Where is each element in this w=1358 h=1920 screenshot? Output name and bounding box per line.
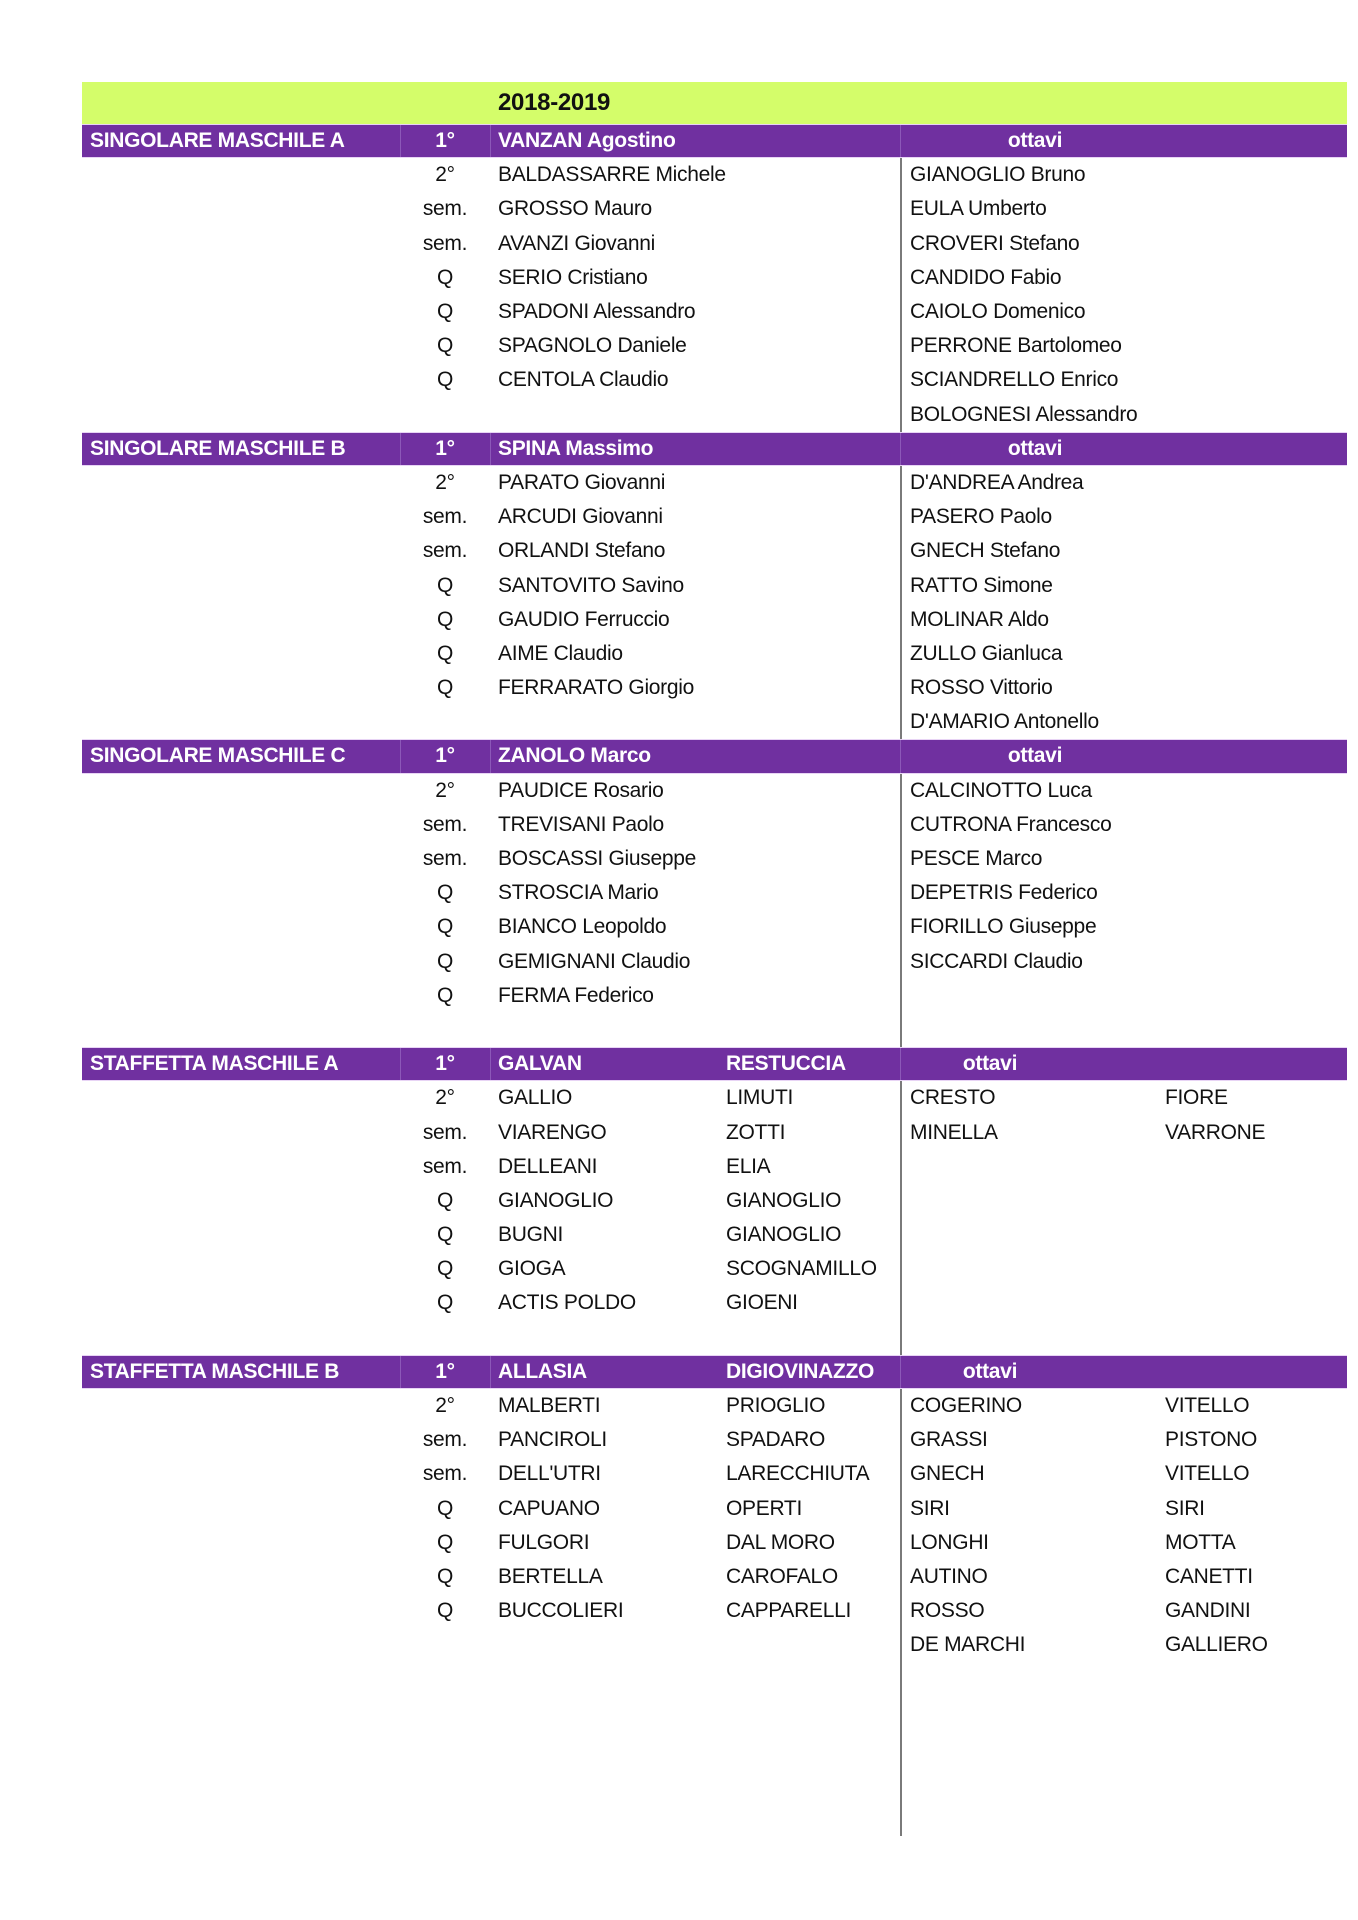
player-b-name: SPADARO (726, 1428, 826, 1452)
player-b-name: DAL MORO (726, 1530, 835, 1554)
ottavi-player-a: AUTINO (910, 1564, 988, 1588)
sections-container (82, 124, 1347, 1662)
ottavi-player: CAIOLO Domenico (910, 300, 1086, 324)
player-name: GROSSO Mauro (498, 197, 652, 221)
player-name: AIME Claudio (498, 641, 623, 665)
player-a-name: BUGNI (498, 1223, 564, 1247)
result-row (82, 808, 1347, 842)
ottavi-player-b: PISTONO (1165, 1428, 1258, 1452)
player-a-name: GALLIO (498, 1086, 573, 1110)
ottavi-player: EULA Umberto (910, 197, 1047, 221)
ottavi-player-a: MINELLA (910, 1120, 998, 1144)
result-row (82, 500, 1347, 534)
position-label: Q (436, 334, 454, 358)
ottavi-player-a: COGERINO (910, 1394, 1022, 1418)
section-header (82, 432, 1347, 466)
position-label: Q (436, 1223, 454, 1247)
player-a-name: VIARENGO (498, 1120, 607, 1144)
player-name: BALDASSARRE Michele (498, 163, 726, 187)
header-separator (490, 740, 491, 772)
category-label: STAFFETTA MASCHILE A (90, 1052, 339, 1076)
position-label: Q (436, 368, 454, 392)
result-row (82, 534, 1347, 568)
player-name: ORLANDI Stefano (498, 539, 666, 563)
result-row (82, 842, 1347, 876)
ottavi-player: FIORILLO Giuseppe (910, 915, 1097, 939)
ottavi-player-a: GNECH (910, 1462, 985, 1486)
ottavi-player: SICCARDI Claudio (910, 949, 1083, 973)
player-a-name: DELLEANI (498, 1154, 598, 1178)
player-a-name: DELL'UTRI (498, 1462, 601, 1486)
player-b-name: ZOTTI (726, 1120, 786, 1144)
winner-player-a: ALLASIA (498, 1359, 587, 1383)
ottavi-label: ottavi (962, 1052, 1018, 1076)
section-header (82, 739, 1347, 773)
player-name: STROSCIA Mario (498, 881, 659, 905)
player-b-name: OPERTI (726, 1496, 802, 1520)
header-separator (490, 125, 491, 157)
position-label: 2° (435, 1086, 455, 1110)
result-row (82, 1081, 1347, 1115)
ottavi-player-b: GALLIERO (1165, 1633, 1268, 1657)
player-name: AVANZI Giovanni (498, 231, 655, 255)
result-row (82, 1218, 1347, 1252)
player-b-name: GIANOGLIO (726, 1223, 842, 1247)
winner-player-b: DIGIOVINAZZO (726, 1359, 875, 1383)
season-title: 2018-2019 (498, 89, 611, 116)
position-label: sem. (422, 197, 468, 221)
ottavi-player-b: VITELLO (1165, 1394, 1250, 1418)
ottavi-player-a: CRESTO (910, 1086, 996, 1110)
player-name: PAUDICE Rosario (498, 778, 664, 802)
winner-name: ZANOLO Marco (498, 744, 651, 768)
player-name: SPAGNOLO Daniele (498, 334, 687, 358)
result-row (82, 261, 1347, 295)
player-name: GEMIGNANI Claudio (498, 949, 691, 973)
ottavi-player: D'AMARIO Antonello (910, 710, 1099, 734)
position-label: Q (436, 1291, 454, 1315)
result-row (82, 158, 1347, 192)
result-row (82, 363, 1347, 397)
ottavi-player: ROSSO Vittorio (910, 676, 1053, 700)
position-label: Q (436, 573, 454, 597)
ottavi-player: ZULLO Gianluca (910, 641, 1063, 665)
player-b-name: CAPPARELLI (726, 1599, 851, 1623)
ottavi-player-b: SIRI (1165, 1496, 1205, 1520)
position-label: sem. (422, 1154, 468, 1178)
player-name: SERIO Cristiano (498, 265, 648, 289)
result-row (82, 603, 1347, 637)
ottavi-player-a: ROSSO (910, 1599, 985, 1623)
result-row (82, 1423, 1347, 1457)
section-header (82, 124, 1347, 158)
result-row (82, 774, 1347, 808)
player-name: FERRARATO Giorgio (498, 676, 694, 700)
position-label: Q (436, 1257, 454, 1281)
ottavi-player: GNECH Stefano (910, 539, 1061, 563)
result-row (82, 227, 1347, 261)
position-label: 2° (435, 470, 455, 494)
ottavi-player: RATTO Simone (910, 573, 1053, 597)
player-a-name: BUCCOLIERI (498, 1599, 624, 1623)
ottavi-label: ottavi (1007, 744, 1063, 768)
ottavi-player-a: DE MARCHI (910, 1633, 1026, 1657)
ottavi-player-b: MOTTA (1165, 1530, 1236, 1554)
player-a-name: BERTELLA (498, 1564, 603, 1588)
ottavi-player: CROVERI Stefano (910, 231, 1080, 255)
player-name: CENTOLA Claudio (498, 368, 669, 392)
position-label: 1° (435, 129, 455, 153)
position-label: Q (436, 949, 454, 973)
position-label: Q (436, 1564, 454, 1588)
position-label: Q (436, 300, 454, 324)
result-row (82, 1628, 1347, 1662)
position-label: Q (436, 1599, 454, 1623)
player-b-name: LARECCHIUTA (726, 1462, 870, 1486)
result-row (82, 1286, 1347, 1320)
winner-name: SPINA Massimo (498, 436, 654, 460)
player-name: PARATO Giovanni (498, 470, 666, 494)
position-label: sem. (422, 231, 468, 255)
ottavi-player-b: CANETTI (1165, 1564, 1253, 1588)
player-name: TREVISANI Paolo (498, 812, 664, 836)
ottavi-player: PASERO Paolo (910, 505, 1052, 529)
position-label: 1° (435, 1052, 455, 1076)
result-row (82, 398, 1347, 432)
ottavi-player: DEPETRIS Federico (910, 881, 1098, 905)
position-label: Q (436, 676, 454, 700)
result-row (82, 705, 1347, 739)
result-row (82, 1184, 1347, 1218)
position-label: Q (436, 881, 454, 905)
result-row (82, 1526, 1347, 1560)
result-row (82, 1150, 1347, 1184)
winner-player-a: GALVAN (498, 1052, 582, 1076)
result-row (82, 671, 1347, 705)
player-b-name: GIOENI (726, 1291, 798, 1315)
player-b-name: LIMUTI (726, 1086, 794, 1110)
result-row (82, 1457, 1347, 1491)
player-b-name: CAROFALO (726, 1564, 838, 1588)
results-sheet (82, 82, 1347, 1662)
ottavi-player-b: VITELLO (1165, 1462, 1250, 1486)
ottavi-player: PESCE Marco (910, 847, 1043, 871)
category-label: SINGOLARE MASCHILE C (90, 744, 346, 768)
position-label: sem. (422, 847, 468, 871)
player-name: BIANCO Leopoldo (498, 915, 667, 939)
winner-player-b: RESTUCCIA (726, 1052, 846, 1076)
position-label: 2° (435, 1394, 455, 1418)
result-row (82, 1560, 1347, 1594)
position-label: Q (436, 641, 454, 665)
winner-name: VANZAN Agostino (498, 129, 676, 153)
section-header (82, 1355, 1347, 1389)
player-a-name: CAPUANO (498, 1496, 600, 1520)
player-a-name: PANCIROLI (498, 1428, 607, 1452)
result-row (82, 295, 1347, 329)
position-label: 1° (435, 744, 455, 768)
position-label: Q (436, 1496, 454, 1520)
ottavi-player-a: GRASSI (910, 1428, 988, 1452)
ottavi-player: GIANOGLIO Bruno (910, 163, 1086, 187)
ottavi-player: SCIANDRELLO Enrico (910, 368, 1119, 392)
position-label: 2° (435, 163, 455, 187)
result-row (82, 910, 1347, 944)
header-separator (490, 1048, 491, 1080)
result-row (82, 568, 1347, 602)
ottavi-player-b: VARRONE (1165, 1120, 1266, 1144)
player-b-name: SCOGNAMILLO (726, 1257, 877, 1281)
result-row (82, 466, 1347, 500)
position-label: Q (436, 265, 454, 289)
ottavi-label: ottavi (962, 1359, 1018, 1383)
category-label: SINGOLARE MASCHILE A (90, 129, 345, 153)
ottavi-player: CALCINOTTO Luca (910, 778, 1092, 802)
position-label: Q (436, 915, 454, 939)
player-a-name: GIOGA (498, 1257, 566, 1281)
result-row (82, 1594, 1347, 1628)
player-name: SANTOVITO Savino (498, 573, 684, 597)
ottavi-player-b: FIORE (1165, 1086, 1228, 1110)
player-a-name: GIANOGLIO (498, 1188, 614, 1212)
player-name: GAUDIO Ferruccio (498, 607, 670, 631)
category-label: STAFFETTA MASCHILE B (90, 1359, 340, 1383)
player-b-name: PRIOGLIO (726, 1394, 826, 1418)
result-row (82, 1389, 1347, 1423)
ottavi-player-a: LONGHI (910, 1530, 989, 1554)
player-name: SPADONI Alessandro (498, 300, 696, 324)
header-separator (490, 1356, 491, 1388)
position-label: sem. (422, 1120, 468, 1144)
position-label: sem. (422, 539, 468, 563)
result-row (82, 979, 1347, 1013)
position-label: 2° (435, 778, 455, 802)
ottavi-player-b: GANDINI (1165, 1599, 1251, 1623)
ottavi-player: CANDIDO Fabio (910, 265, 1062, 289)
position-label: sem. (422, 1462, 468, 1486)
result-row (82, 876, 1347, 910)
ottavi-label: ottavi (1007, 436, 1063, 460)
ottavi-player: D'ANDREA Andrea (910, 470, 1084, 494)
blank-row (82, 1321, 1347, 1355)
category-label: SINGOLARE MASCHILE B (90, 436, 346, 460)
result-row (82, 192, 1347, 226)
player-name: ARCUDI Giovanni (498, 505, 663, 529)
position-label: sem. (422, 505, 468, 529)
result-row (82, 1252, 1347, 1286)
result-row (82, 945, 1347, 979)
position-label: Q (436, 983, 454, 1007)
player-a-name: MALBERTI (498, 1394, 601, 1418)
player-name: BOSCASSI Giuseppe (498, 847, 696, 871)
result-row (82, 637, 1347, 671)
player-name: FERMA Federico (498, 983, 654, 1007)
ottavi-player: PERRONE Bartolomeo (910, 334, 1122, 358)
result-row (82, 1492, 1347, 1526)
ottavi-player: MOLINAR Aldo (910, 607, 1049, 631)
result-row (82, 1115, 1347, 1149)
position-label: Q (436, 607, 454, 631)
position-label: sem. (422, 812, 468, 836)
player-a-name: ACTIS POLDO (498, 1291, 636, 1315)
position-label: 1° (435, 1359, 455, 1383)
header-separator (490, 433, 491, 465)
position-label: sem. (422, 1428, 468, 1452)
ottavi-player-a: SIRI (910, 1496, 950, 1520)
ottavi-player: BOLOGNESI Alessandro (910, 402, 1138, 426)
position-label: Q (436, 1530, 454, 1554)
blank-row (82, 1013, 1347, 1047)
player-a-name: FULGORI (498, 1530, 590, 1554)
position-label: Q (436, 1188, 454, 1212)
ottavi-label: ottavi (1007, 129, 1063, 153)
player-b-name: ELIA (726, 1154, 771, 1178)
player-b-name: GIANOGLIO (726, 1188, 842, 1212)
season-header (82, 82, 1347, 124)
ottavi-player: CUTRONA Francesco (910, 812, 1112, 836)
position-label: 1° (435, 436, 455, 460)
result-row (82, 329, 1347, 363)
section-header (82, 1047, 1347, 1081)
